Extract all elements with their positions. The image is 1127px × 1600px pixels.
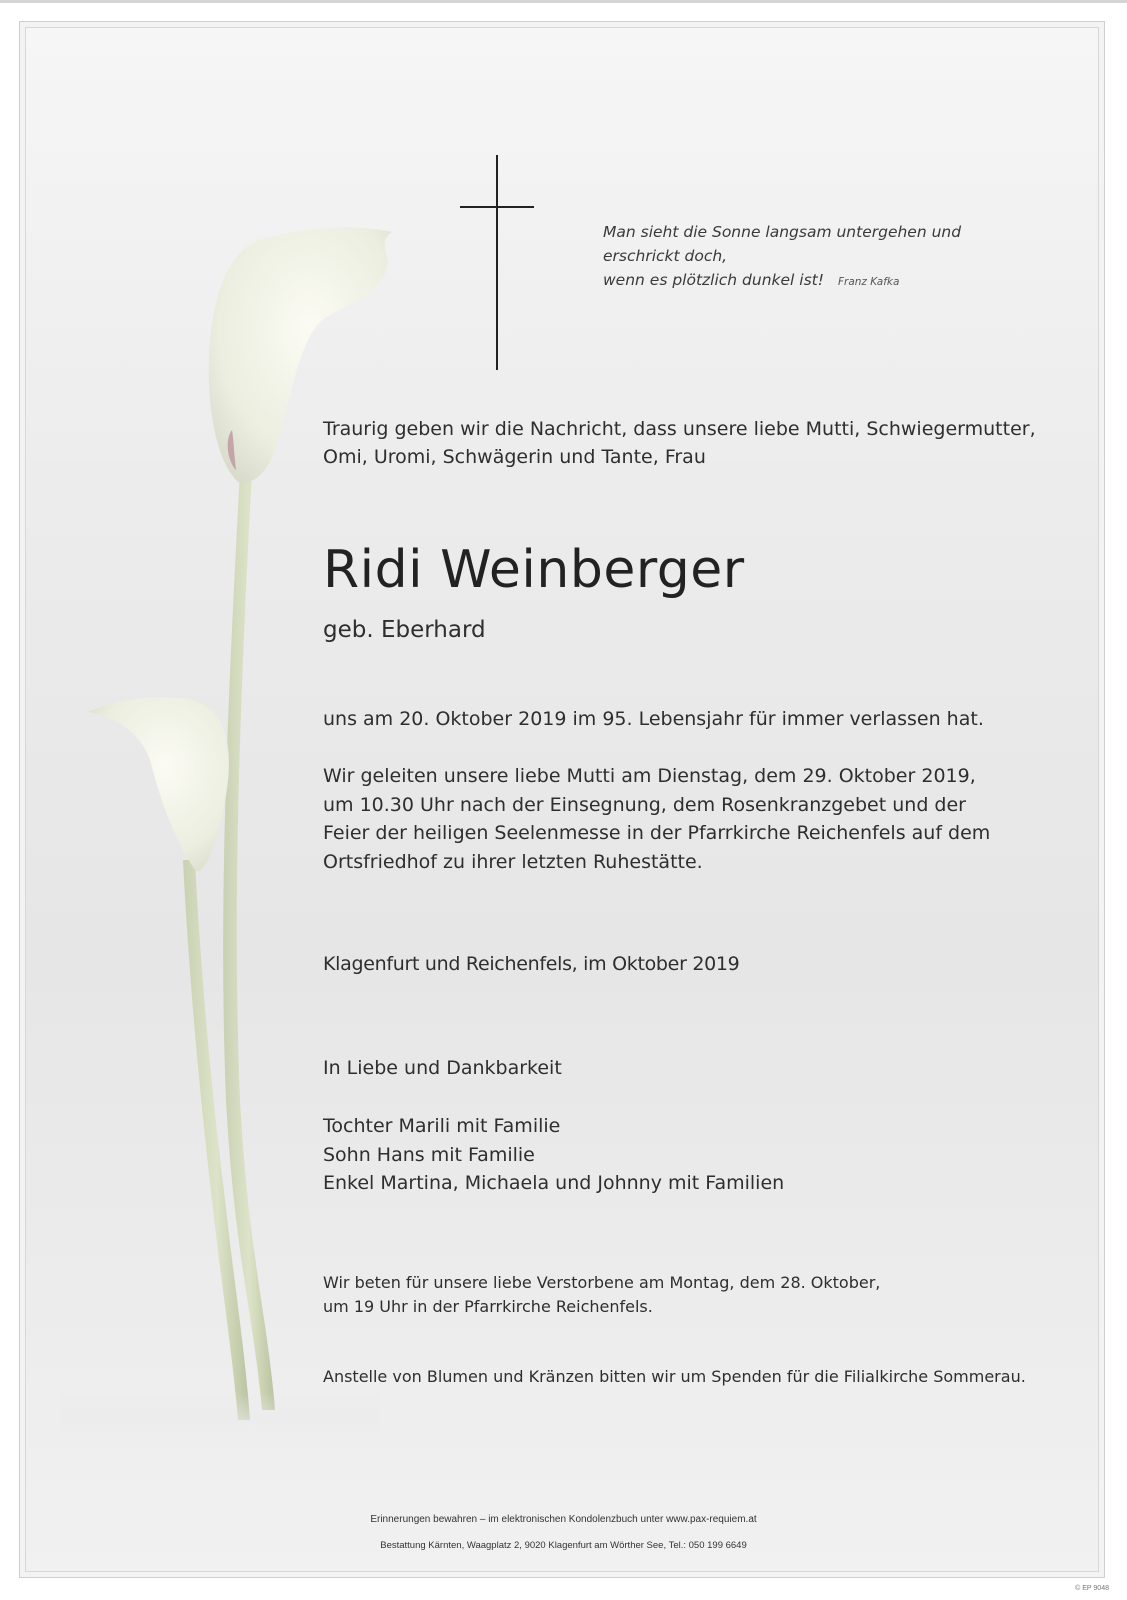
cross-icon: [496, 155, 498, 370]
condolence-link[interactable]: Erinnerungen bewahren – im elektronischen Kondolenzbuch unter www.pax-requiem.at: [370, 1514, 757, 1525]
donation-notice: Anstelle von Blumen und Kränzen bitten wir um Spenden für die Filialkirche Sommerau.: [323, 1367, 1026, 1386]
kafka-quote: [603, 220, 961, 294]
quote-line: [603, 268, 961, 294]
family-member: Sohn Hans mit Familie: [323, 1143, 535, 1166]
prayer-notice: [323, 1271, 880, 1319]
intro-line: Omi, Uromi, Schwägerin und Tante, Frau: [323, 446, 706, 468]
funeral-line: Feier der heiligen Seelenmesse in der Pfarrkirche Reichenfels auf dem: [323, 822, 991, 844]
death-notice: uns am 20. Oktober 2019 im 95. Lebensjahr für immer verlassen hat.: [323, 708, 984, 730]
family-member: Tochter Marili mit Familie: [323, 1115, 561, 1137]
family-list: [323, 1112, 784, 1198]
funeral-line: um 10.30 Uhr nach der Einsegnung, dem Rosenkranzgebet und der: [323, 793, 966, 816]
cross-icon-bar: [460, 206, 534, 208]
quote-line: erschrickt doch,: [603, 247, 728, 265]
deceased-name: Ridi Weinberger: [323, 540, 745, 600]
quote-line: Man sieht die Sonne langsam untergehen und: [603, 223, 962, 241]
prayer-line: um 19 Uhr in der Pfarrkirche Reichenfels.: [323, 1297, 653, 1316]
funeral-line: Wir geleiten unsere liebe Mutti am Dienstag, dem 29. Oktober 2019,: [323, 765, 976, 787]
funeral-line: Ortsfriedhof zu ihrer letzten Ruhestätte.: [323, 850, 703, 873]
place-date: Klagenfurt und Reichenfels, im Oktober 2019: [323, 953, 740, 975]
funeral-details: [323, 762, 990, 876]
family-member: Enkel Martina, Michaela und Johnny mit Familien: [323, 1172, 785, 1194]
funeral-home-address: Bestattung Kärnten, Waagplatz 2, 9020 Klagenfurt am Wörther See, Tel.: 050 199 6649: [380, 1540, 747, 1551]
love-line: In Liebe und Dankbarkeit: [323, 1057, 562, 1079]
intro-text: [323, 415, 1036, 471]
document-code: © EP 9048: [1075, 1585, 1109, 1592]
intro-line: Traurig geben wir die Nachricht, dass unsere liebe Mutti, Schwiegermutter,: [323, 418, 1036, 440]
quote-line-text: wenn es plötzlich dunkel ist!: [603, 271, 824, 289]
quote-author: Franz Kafka: [837, 276, 900, 288]
prayer-line: Wir beten für unsere liebe Verstorbene am Montag, dem 28. Oktober,: [323, 1273, 881, 1292]
birth-name: geb. Eberhard: [323, 617, 486, 643]
